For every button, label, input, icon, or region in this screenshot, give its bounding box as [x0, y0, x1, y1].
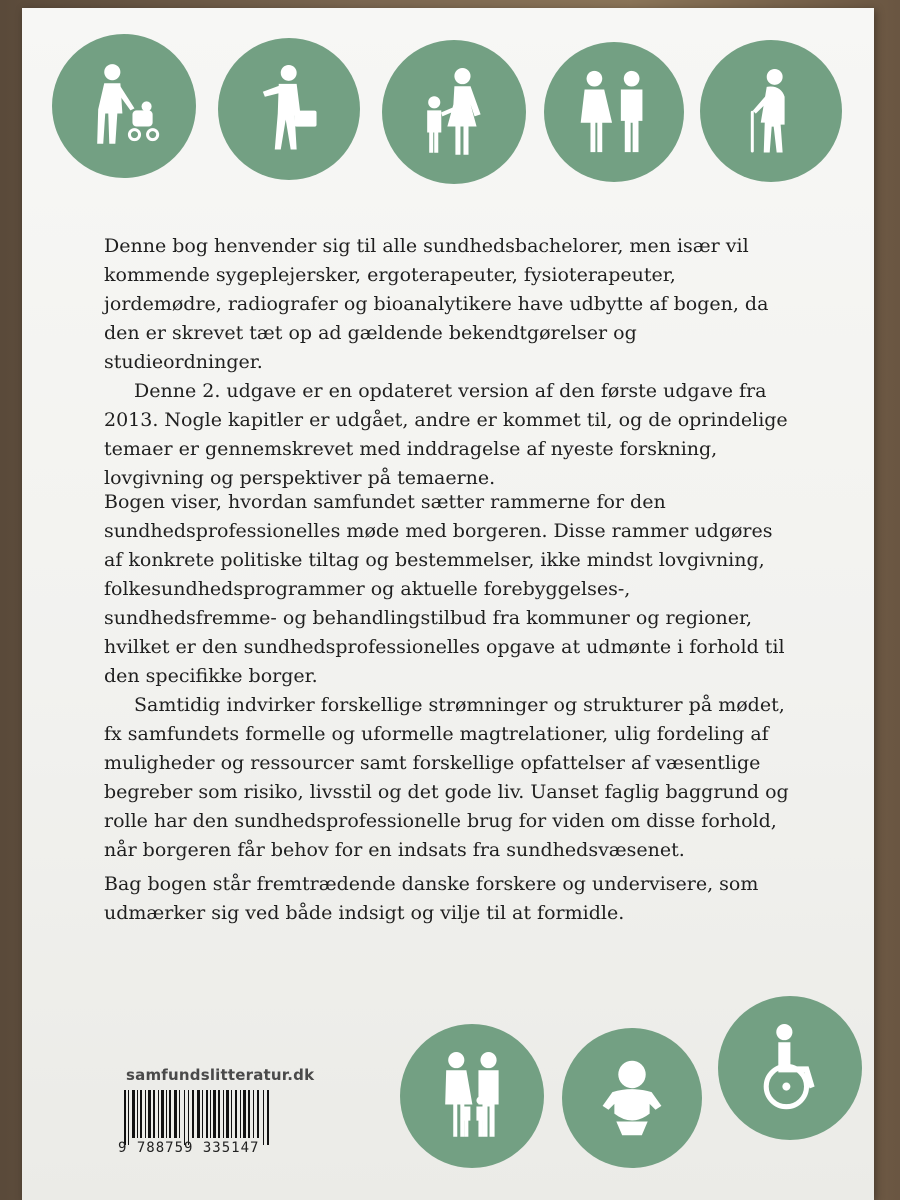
paragraph-authors: Bag bogen står fremtrædende danske forskere og undervisere, som udmærker sig ved både indsigt og vilje til at formidle.: [104, 873, 759, 924]
isbn-number: 9 788759 335147: [118, 1140, 260, 1156]
worker-with-briefcase-icon: [218, 38, 360, 180]
parent-with-stroller-icon: [52, 34, 196, 178]
paragraph-audience: Denne bog henvender sig til alle sundhedsbachelorer, men især vil kommende sygeplejersker, ergoterapeuter, fysioterapeuter, jordemødre, radiografer og bioanalytikere have udbytte af bogen, da den er skrevet tæt op ad gældende bekendtgørelser og studieordninger.: [104, 235, 769, 373]
paragraph-framework: Bogen viser, hvordan samfundet sætter rammerne for den sundhedsprofessionelles møde med borgeren. Disse rammer udgøres af konkrete politiske tiltag og bestemmelser, ikke mindst lovgivning, folkesundhedsprogrammer og aktuelle forebyggelses-, sundhedsfremme- og behandlingstilbud fra kommuner og regioner, hvilket er den sundhedsprofessionelles opgave at udmønte i forhold til den specifikke borger.: [104, 491, 785, 687]
mother-and-child-icon: [382, 40, 526, 184]
elderly-with-cane-icon: [700, 40, 842, 182]
publisher-url: samfundslitteratur.dk: [126, 1066, 315, 1084]
baby-icon: [562, 1028, 702, 1168]
wheelchair-user-icon: [718, 996, 862, 1140]
paragraph-currents: Samtidig indvirker forskellige strømninger og strukturer på mødet, fx samfundets formelle og uformelle magtrelationer, ulig fordeling af muligheder og ressourcer samt forskellige opfattelser af væsentlige begreber som risiko, livsstil og det gode liv. Uanset faglig baggrund og rolle har den sundhedsprofessionelle brug for viden om disse forhold, når borgeren får behov for en indsats fra sundhedsvæsenet.: [104, 694, 789, 861]
paragraph-edition: Denne 2. udgave er en opdateret version af den første udgave fra 2013. Nogle kapitler er udgået, andre er kommet til, og de oprindelige temaer er gennemskrevet med inddragelse af nyeste forskning, lovgivning og perspektiver på temaerne.: [104, 380, 788, 489]
barcode: [122, 1090, 272, 1145]
description-part-2: [104, 488, 794, 865]
description-part-1: [104, 232, 794, 493]
family-icon: [400, 1024, 544, 1168]
woman-and-man-icon: [544, 42, 684, 182]
description-part-3: [104, 870, 794, 928]
